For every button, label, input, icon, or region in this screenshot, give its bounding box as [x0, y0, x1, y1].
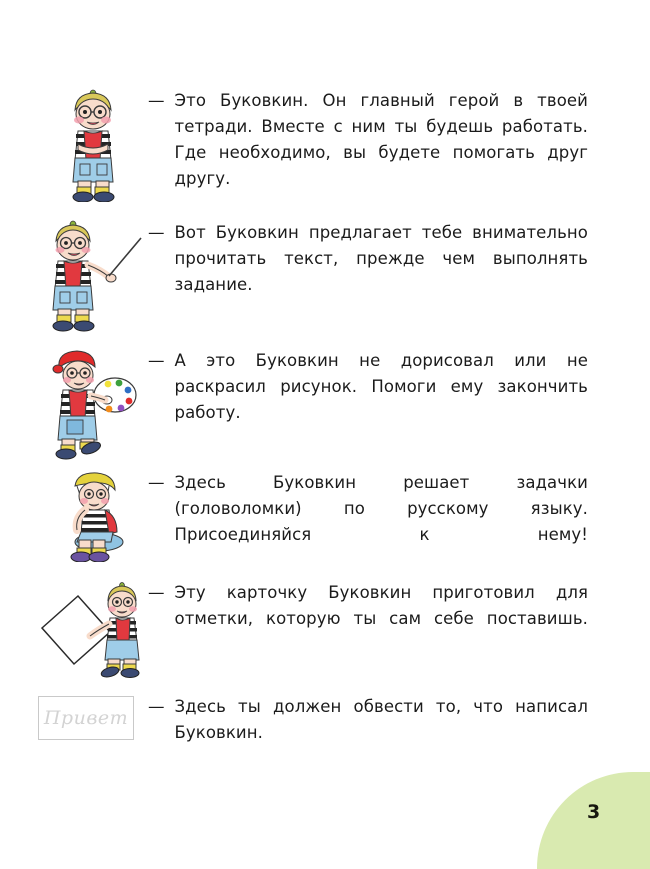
paragraph-cell — [148, 88, 650, 218]
paragraph-text: Здесь Буковкин решает задачки (головоломки) по русскому языку. Присоединяйся к нему! — [174, 473, 588, 544]
illustration-cell — [38, 580, 148, 678]
list-item — [0, 348, 650, 470]
list-item — [0, 470, 650, 580]
bukovkin-sitting-thinking-icon — [47, 470, 139, 562]
list-item — [0, 88, 650, 220]
bukovkin-standing-arms-crossed-icon — [56, 88, 130, 202]
list-item — [0, 220, 650, 348]
illustration-cell — [38, 688, 148, 740]
paragraph-text: Здесь ты должен обвести то, что написал Буковкин. — [174, 697, 588, 742]
paragraph-text: Вот Буковкин предлагает тебе внимательно прочитать текст, прежде чем выполнять задание. — [174, 223, 588, 294]
illustration-cell — [38, 470, 148, 562]
illustration-cell — [38, 88, 148, 202]
paragraph-text: А это Буковкин не дорисовал или не раскрасил рисунок. Помоги ему закончить работу. — [174, 351, 588, 422]
list-item — [0, 688, 650, 758]
em-dash: — — [148, 697, 165, 716]
paragraph-text: Эту карточку Буковкин приготовил для отметки, которую ты сам себе поставишь. — [174, 583, 588, 628]
illustration-cell — [38, 220, 148, 336]
em-dash: — — [148, 473, 165, 492]
greeting-card-text: Привет — [43, 707, 129, 729]
illustration-cell — [38, 348, 148, 460]
paragraph-cell — [148, 580, 650, 658]
paragraph-text: Это Буковкин. Он главный герой в твоей тетради. Вместе с ним ты будешь работать. Где необходимо, вы будете помогать друг другу. — [174, 91, 588, 188]
entry-list — [0, 88, 650, 758]
paragraph-cell — [148, 348, 650, 452]
paragraph-cell — [148, 470, 650, 574]
em-dash: — — [148, 91, 165, 110]
em-dash: — — [148, 583, 165, 602]
bukovkin-with-pointer-stick-icon — [43, 220, 143, 336]
em-dash: — — [148, 223, 165, 242]
paragraph-cell — [148, 220, 650, 324]
bukovkin-holding-blank-card-icon — [38, 580, 146, 678]
greeting-card-privet — [38, 696, 134, 740]
list-item — [0, 580, 650, 688]
em-dash: — — [148, 351, 165, 370]
bukovkin-with-palette-icon — [45, 348, 141, 460]
page-number: 3 — [587, 801, 601, 823]
paragraph-cell — [148, 688, 650, 772]
